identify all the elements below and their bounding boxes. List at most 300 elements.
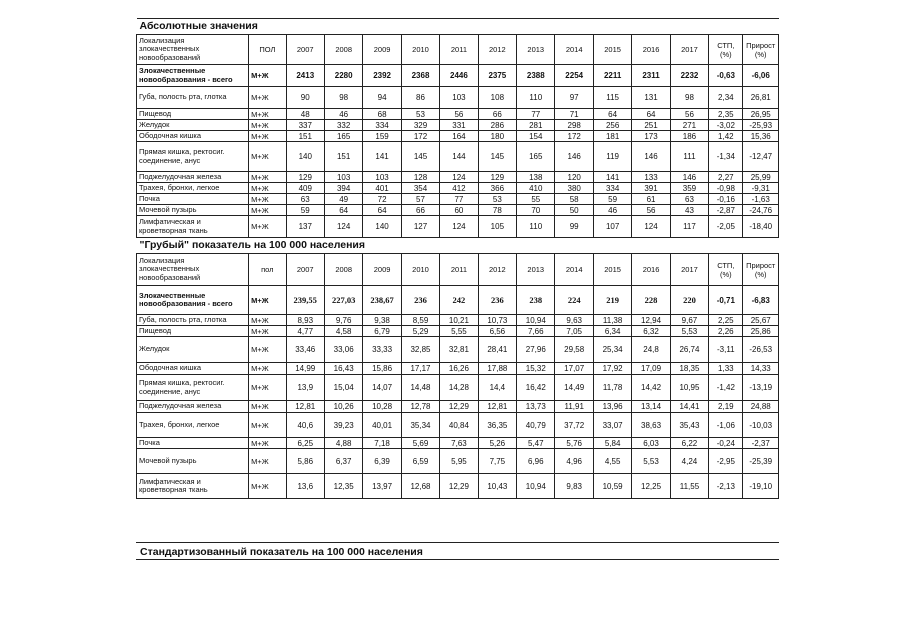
row-sex: М+Ж <box>249 286 286 315</box>
row-localization: Поджелудочная железа <box>137 172 249 183</box>
row-value: 5,53 <box>670 326 708 337</box>
row-value: 13,14 <box>632 401 670 413</box>
row-localization: Мочевой пузырь <box>137 449 249 474</box>
row-value: 17,17 <box>401 363 439 375</box>
row-value: 64 <box>363 205 401 216</box>
row-value: 63 <box>670 194 708 205</box>
row-value: 43 <box>670 205 708 216</box>
row-stp: 2,26 <box>709 326 743 337</box>
row-value: 17,07 <box>555 363 593 375</box>
row-value: 137 <box>286 216 324 238</box>
row-value: 2232 <box>670 65 708 87</box>
row-value: 2311 <box>632 65 670 87</box>
row-growth: 25,86 <box>743 326 779 337</box>
row-value: 180 <box>478 131 516 142</box>
row-value: 78 <box>478 205 516 216</box>
row-value: 117 <box>670 216 708 238</box>
row-value: 59 <box>593 194 631 205</box>
row-value: 131 <box>632 87 670 109</box>
column-header-year: 2017 <box>670 254 708 286</box>
row-value: 354 <box>401 183 439 194</box>
row-value: 17,88 <box>478 363 516 375</box>
row-value: 165 <box>517 142 555 172</box>
row-value: 94 <box>363 87 401 109</box>
row-growth: -6,06 <box>743 65 779 87</box>
row-sex: М+Ж <box>249 65 286 87</box>
row-value: 7,63 <box>440 438 478 449</box>
row-localization: Прямая кишка, ректосиг. соединение, анус <box>137 142 249 172</box>
row-growth: -6,83 <box>743 286 779 315</box>
row-value: 145 <box>401 142 439 172</box>
row-value: 10,43 <box>478 474 516 499</box>
column-header-year: 2011 <box>440 254 478 286</box>
row-value: 46 <box>324 109 362 120</box>
row-sex: М+Ж <box>249 375 286 401</box>
row-value: 4,58 <box>324 326 362 337</box>
row-value: 12,25 <box>632 474 670 499</box>
row-value: 2211 <box>593 65 631 87</box>
row-stp: -0,98 <box>709 183 743 194</box>
row-value: 12,81 <box>286 401 324 413</box>
column-header-year: 2013 <box>517 254 555 286</box>
column-header-sex: ПОЛ <box>249 35 286 65</box>
row-value: 10,26 <box>324 401 362 413</box>
row-value: 5,26 <box>478 438 516 449</box>
row-localization: Злокачественные новообразования - всего <box>137 65 249 87</box>
row-value: 49 <box>324 194 362 205</box>
row-value: 56 <box>440 109 478 120</box>
row-value: 77 <box>517 109 555 120</box>
column-header-localization: Локализация злокачественных новообразований <box>137 254 249 286</box>
row-stp: -0,71 <box>709 286 743 315</box>
row-value: 98 <box>670 87 708 109</box>
row-value: 8,59 <box>401 315 439 326</box>
row-value: 251 <box>632 120 670 131</box>
row-value: 77 <box>440 194 478 205</box>
column-header-year: 2009 <box>363 35 401 65</box>
row-value: 120 <box>555 172 593 183</box>
column-header-year: 2013 <box>517 35 555 65</box>
table-row <box>137 337 779 363</box>
row-value: 10,94 <box>517 315 555 326</box>
row-stp: -2,05 <box>709 216 743 238</box>
row-value: 10,59 <box>593 474 631 499</box>
row-value: 64 <box>593 109 631 120</box>
row-value: 13,9 <box>286 375 324 401</box>
row-value: 6,37 <box>324 449 362 474</box>
row-growth: -12,47 <box>743 142 779 172</box>
row-value: 103 <box>440 87 478 109</box>
row-value: 4,24 <box>670 449 708 474</box>
row-value: 63 <box>286 194 324 205</box>
table-row <box>137 194 779 205</box>
row-value: 380 <box>555 183 593 194</box>
column-header-year: 2016 <box>632 35 670 65</box>
row-value: 15,32 <box>517 363 555 375</box>
row-value: 40,84 <box>440 413 478 438</box>
row-value: 48 <box>286 109 324 120</box>
row-value: 6,96 <box>517 449 555 474</box>
row-value: 40,6 <box>286 413 324 438</box>
row-value: 64 <box>324 205 362 216</box>
table-row <box>137 120 779 131</box>
row-value: 15,04 <box>324 375 362 401</box>
row-localization: Ободочная кишка <box>137 131 249 142</box>
row-growth: -25,93 <box>743 120 779 131</box>
row-value: 337 <box>286 120 324 131</box>
row-sex: М+Ж <box>249 205 286 216</box>
row-value: 6,39 <box>363 449 401 474</box>
row-growth: -25,39 <box>743 449 779 474</box>
row-value: 14,41 <box>670 401 708 413</box>
row-growth: 24,88 <box>743 401 779 413</box>
row-value: 2388 <box>517 65 555 87</box>
row-localization: Злокачественные новообразования - всего <box>137 286 249 315</box>
row-value: 46 <box>593 205 631 216</box>
row-sex: М+Ж <box>249 315 286 326</box>
row-growth: 25,99 <box>743 172 779 183</box>
row-value: 10,21 <box>440 315 478 326</box>
row-value: 9,38 <box>363 315 401 326</box>
column-header-year: 2012 <box>478 35 516 65</box>
row-value: 53 <box>478 194 516 205</box>
row-value: 391 <box>632 183 670 194</box>
row-growth: -10,03 <box>743 413 779 438</box>
row-value: 13,6 <box>286 474 324 499</box>
row-localization: Пищевод <box>137 326 249 337</box>
row-value: 140 <box>286 142 324 172</box>
row-value: 16,42 <box>517 375 555 401</box>
row-value: 2392 <box>363 65 401 87</box>
row-value: 331 <box>440 120 478 131</box>
row-value: 71 <box>555 109 593 120</box>
row-value: 103 <box>324 172 362 183</box>
row-value: 129 <box>478 172 516 183</box>
row-value: 271 <box>670 120 708 131</box>
row-value: 334 <box>363 120 401 131</box>
row-value: 159 <box>363 131 401 142</box>
row-value: 11,55 <box>670 474 708 499</box>
row-value: 111 <box>670 142 708 172</box>
row-value: 12,29 <box>440 401 478 413</box>
column-header-localization: Локализация злокачественных новообразований <box>137 35 249 65</box>
row-value: 33,33 <box>363 337 401 363</box>
row-value: 108 <box>478 87 516 109</box>
row-sex: М+Ж <box>249 337 286 363</box>
row-value: 5,76 <box>555 438 593 449</box>
row-stp: -3,11 <box>709 337 743 363</box>
row-localization: Почка <box>137 438 249 449</box>
row-growth: -1,63 <box>743 194 779 205</box>
row-sex: М+Ж <box>249 194 286 205</box>
section-title: Абсолютные значения <box>137 19 779 35</box>
row-value: 11,91 <box>555 401 593 413</box>
row-stp: -2,87 <box>709 205 743 216</box>
column-header-year: 2008 <box>324 35 362 65</box>
row-value: 332 <box>324 120 362 131</box>
row-value: 6,34 <box>593 326 631 337</box>
row-value: 329 <box>401 120 439 131</box>
row-value: 12,68 <box>401 474 439 499</box>
row-value: 5,47 <box>517 438 555 449</box>
table-row <box>137 438 779 449</box>
row-value: 2280 <box>324 65 362 87</box>
row-value: 18,35 <box>670 363 708 375</box>
row-stp: -0,63 <box>709 65 743 87</box>
row-value: 50 <box>555 205 593 216</box>
row-value: 124 <box>440 172 478 183</box>
row-value: 8,93 <box>286 315 324 326</box>
row-value: 9,76 <box>324 315 362 326</box>
section-title: "Грубый" показатель на 100 000 населения <box>137 238 779 254</box>
table-row <box>137 326 779 337</box>
row-value: 32,81 <box>440 337 478 363</box>
row-growth: -19,10 <box>743 474 779 499</box>
row-value: 401 <box>363 183 401 194</box>
row-value: 27,96 <box>517 337 555 363</box>
row-value: 13,96 <box>593 401 631 413</box>
row-localization: Мочевой пузырь <box>137 205 249 216</box>
row-value: 33,06 <box>324 337 362 363</box>
row-value: 2413 <box>286 65 324 87</box>
row-value: 60 <box>440 205 478 216</box>
section-title-row <box>137 19 779 35</box>
row-value: 15,86 <box>363 363 401 375</box>
column-header-stp: СТП, (%) <box>709 254 743 286</box>
row-growth: -13,19 <box>743 375 779 401</box>
row-value: 14,48 <box>401 375 439 401</box>
row-value: 14,49 <box>555 375 593 401</box>
row-value: 133 <box>632 172 670 183</box>
row-value: 238 <box>517 286 555 315</box>
row-value: 99 <box>555 216 593 238</box>
row-value: 17,09 <box>632 363 670 375</box>
row-localization: Лимфатическая и кроветворная ткань <box>137 216 249 238</box>
statistics-sheet <box>136 18 779 499</box>
row-growth: 14,33 <box>743 363 779 375</box>
column-header-year: 2010 <box>401 35 439 65</box>
column-header-year: 2017 <box>670 35 708 65</box>
row-sex: М+Ж <box>249 216 286 238</box>
row-stp: 2,35 <box>709 109 743 120</box>
row-sex: М+Ж <box>249 109 286 120</box>
row-value: 128 <box>401 172 439 183</box>
row-localization: Губа, полость рта, глотка <box>137 315 249 326</box>
row-growth: 15,36 <box>743 131 779 142</box>
row-value: 14,99 <box>286 363 324 375</box>
row-stp: -0,24 <box>709 438 743 449</box>
row-value: 165 <box>324 131 362 142</box>
row-value: 55 <box>517 194 555 205</box>
row-value: 242 <box>440 286 478 315</box>
row-value: 141 <box>363 142 401 172</box>
row-value: 33,46 <box>286 337 324 363</box>
row-value: 40,01 <box>363 413 401 438</box>
table-row <box>137 375 779 401</box>
row-growth: -26,53 <box>743 337 779 363</box>
column-header-year: 2016 <box>632 254 670 286</box>
row-value: 33,07 <box>593 413 631 438</box>
row-value: 64 <box>632 109 670 120</box>
row-value: 11,78 <box>593 375 631 401</box>
row-value: 90 <box>286 87 324 109</box>
table-row <box>137 363 779 375</box>
column-header-year: 2011 <box>440 35 478 65</box>
row-stp: 2,25 <box>709 315 743 326</box>
row-growth: -2,37 <box>743 438 779 449</box>
row-growth: 26,95 <box>743 109 779 120</box>
row-value: 10,28 <box>363 401 401 413</box>
row-value: 127 <box>401 216 439 238</box>
row-value: 37,72 <box>555 413 593 438</box>
statistics-table <box>136 18 779 499</box>
row-value: 110 <box>517 216 555 238</box>
row-value: 103 <box>363 172 401 183</box>
row-value: 57 <box>401 194 439 205</box>
row-value: 12,81 <box>478 401 516 413</box>
row-value: 14,42 <box>632 375 670 401</box>
row-value: 59 <box>286 205 324 216</box>
row-value: 2446 <box>440 65 478 87</box>
row-value: 115 <box>593 87 631 109</box>
row-value: 4,55 <box>593 449 631 474</box>
row-localization: Почка <box>137 194 249 205</box>
row-value: 86 <box>401 87 439 109</box>
row-localization: Пищевод <box>137 109 249 120</box>
row-stp: 2,34 <box>709 87 743 109</box>
row-value: 124 <box>632 216 670 238</box>
row-value: 53 <box>401 109 439 120</box>
row-value: 10,94 <box>517 474 555 499</box>
row-sex: М+Ж <box>249 438 286 449</box>
row-value: 164 <box>440 131 478 142</box>
row-value: 5,29 <box>401 326 439 337</box>
row-sex: М+Ж <box>249 449 286 474</box>
row-sex: М+Ж <box>249 363 286 375</box>
row-value: 56 <box>670 109 708 120</box>
row-stp: -0,16 <box>709 194 743 205</box>
row-value: 16,43 <box>324 363 362 375</box>
row-value: 238,67 <box>363 286 401 315</box>
row-localization: Поджелудочная железа <box>137 401 249 413</box>
row-value: 394 <box>324 183 362 194</box>
row-growth: 25,67 <box>743 315 779 326</box>
row-value: 9,63 <box>555 315 593 326</box>
column-header-year: 2014 <box>555 35 593 65</box>
row-value: 7,18 <box>363 438 401 449</box>
column-header-year: 2012 <box>478 254 516 286</box>
row-stp: -3,02 <box>709 120 743 131</box>
row-value: 286 <box>478 120 516 131</box>
row-value: 6,32 <box>632 326 670 337</box>
row-value: 6,03 <box>632 438 670 449</box>
row-value: 2375 <box>478 65 516 87</box>
row-value: 58 <box>555 194 593 205</box>
row-value: 146 <box>670 172 708 183</box>
row-value: 16,26 <box>440 363 478 375</box>
row-stp: 2,27 <box>709 172 743 183</box>
row-value: 68 <box>363 109 401 120</box>
row-value: 66 <box>401 205 439 216</box>
row-value: 138 <box>517 172 555 183</box>
row-value: 409 <box>286 183 324 194</box>
row-localization: Прямая кишка, ректосиг. соединение, анус <box>137 375 249 401</box>
row-value: 9,83 <box>555 474 593 499</box>
row-value: 5,69 <box>401 438 439 449</box>
row-stp: 1,42 <box>709 131 743 142</box>
row-value: 28,41 <box>478 337 516 363</box>
row-value: 236 <box>401 286 439 315</box>
row-value: 5,84 <box>593 438 631 449</box>
row-value: 13,73 <box>517 401 555 413</box>
row-value: 186 <box>670 131 708 142</box>
column-header-year: 2007 <box>286 254 324 286</box>
row-value: 359 <box>670 183 708 194</box>
row-value: 239,55 <box>286 286 324 315</box>
column-header-year: 2015 <box>593 35 631 65</box>
row-value: 39,23 <box>324 413 362 438</box>
row-value: 2368 <box>401 65 439 87</box>
row-value: 181 <box>593 131 631 142</box>
table-row <box>137 449 779 474</box>
column-header-growth: Прирост (%) <box>743 254 779 286</box>
row-value: 172 <box>401 131 439 142</box>
row-value: 227,03 <box>324 286 362 315</box>
row-value: 146 <box>555 142 593 172</box>
row-value: 14,4 <box>478 375 516 401</box>
section-title-row <box>137 238 779 254</box>
row-value: 9,67 <box>670 315 708 326</box>
row-value: 61 <box>632 194 670 205</box>
column-header-sex: пол <box>249 254 286 286</box>
table-row <box>137 205 779 216</box>
row-value: 6,22 <box>670 438 708 449</box>
row-localization: Лимфатическая и кроветворная ткань <box>137 474 249 499</box>
row-value: 281 <box>517 120 555 131</box>
row-value: 119 <box>593 142 631 172</box>
table-row <box>137 109 779 120</box>
row-value: 107 <box>593 216 631 238</box>
table-row <box>137 183 779 194</box>
row-localization: Желудок <box>137 337 249 363</box>
row-value: 25,34 <box>593 337 631 363</box>
row-value: 6,25 <box>286 438 324 449</box>
row-stp: 1,33 <box>709 363 743 375</box>
row-value: 105 <box>478 216 516 238</box>
row-value: 12,29 <box>440 474 478 499</box>
table-row <box>137 216 779 238</box>
table-header-row <box>137 254 779 286</box>
row-sex: М+Ж <box>249 87 286 109</box>
row-value: 5,86 <box>286 449 324 474</box>
row-growth: -18,40 <box>743 216 779 238</box>
row-value: 66 <box>478 109 516 120</box>
row-value: 228 <box>632 286 670 315</box>
row-value: 14,07 <box>363 375 401 401</box>
row-stp: -1,34 <box>709 142 743 172</box>
column-header-year: 2007 <box>286 35 324 65</box>
row-sex: М+Ж <box>249 120 286 131</box>
row-value: 40,79 <box>517 413 555 438</box>
row-value: 7,66 <box>517 326 555 337</box>
row-value: 7,05 <box>555 326 593 337</box>
row-stp: -1,06 <box>709 413 743 438</box>
row-value: 151 <box>286 131 324 142</box>
row-sex: М+Ж <box>249 401 286 413</box>
table-row <box>137 474 779 499</box>
row-value: 154 <box>517 131 555 142</box>
row-value: 412 <box>440 183 478 194</box>
